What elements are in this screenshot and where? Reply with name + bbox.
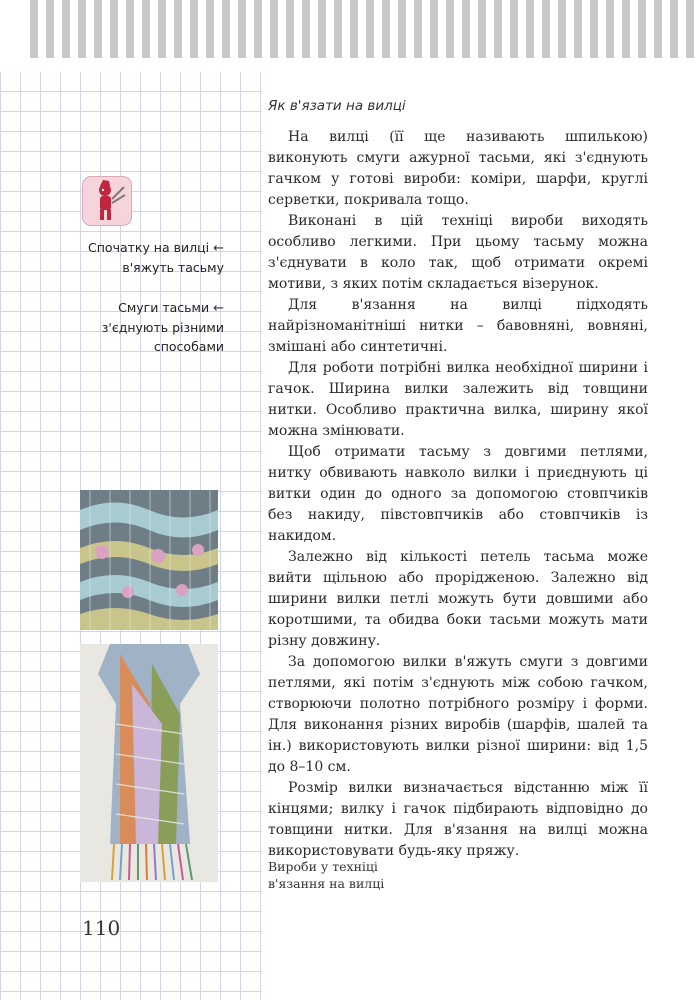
arrow-left-icon: ← [213, 241, 224, 256]
side-note-1-line1: Спочатку на вилці [88, 240, 210, 255]
knitting-mascot-icon [82, 176, 132, 226]
paragraph-8: Розмір вилки визначається відстанню між її кінцями; вилку і гачок підбирають відповідно до товщини нитки. Для в'язання на вилці можна використовувати будь-яку пряжу. [268, 780, 648, 859]
knitted-scarf-photo [80, 644, 218, 882]
paragraph-3: Для в'язання на вилці підходять найрізноманітніші нитки – бавовняні, вовняні, змішані або синтетичні. [268, 297, 648, 355]
side-note-1-line2: в'яжуть тасьму [122, 260, 224, 275]
paragraph-1: На вилці (її ще називають шпилькою) виконують смуги ажурної тасьми, які з'єднують гачком у готові вироби: коміри, шарфи, круглі серветки, покривала тощо. [268, 129, 648, 208]
caption-line1: Вироби у техніці [268, 859, 378, 874]
side-note-2 [102, 298, 224, 356]
caption-line2: в'язання на вилці [268, 876, 385, 891]
paragraph-5: Щоб отримати тасьму з довгими петлями, нитку обвивають навколо вилки і приєднують ці витки один до одного за допомогою стовпчиків без накиду, півстовпчиків або стовпчиків із накидом. [268, 444, 648, 544]
article-heading: Як в'язати на вилці [268, 98, 406, 114]
photo-caption [268, 858, 468, 892]
decorative-stripes [30, 0, 700, 58]
article [268, 96, 648, 862]
side-note-1 [88, 238, 224, 277]
page-number: 110 [82, 916, 121, 940]
paragraph-6: Залежно від кількості петель тасьма може вийти щільною або прорідженою. Залежно від ширини вилки петлі можуть бути довшими або коротшими, та обидва боки тасьми можуть мати різну довжину. [268, 549, 648, 649]
paragraph-2: Виконані в цій техніці вироби виходять особливо легкими. При цьому тасьму можна з'єднувати в коло так, щоб отримати окремі мотиви, з яких потім складається візерунок. [268, 213, 648, 292]
paragraph-7: За допомогою вилки в'яжуть смуги з довгими петлями, які потім з'єднують між собою гачком, створюючи полотно потрібного розміру і форми. Для виконання різних виробів (шарфів, шалей та ін.) використовують вилки різної ширини: від 1,5 до 8–10 см. [268, 654, 648, 775]
lace-tape-photo [80, 490, 218, 630]
side-note-2-line3: способами [153, 339, 224, 354]
side-note-2-line1: Смуги тасьми [118, 300, 210, 315]
paragraph-4: Для роботи потрібні вилка необхідної ширини і гачок. Ширина вилки залежить від товщини нитки. Особливо практична вилка, ширину якої можна змінювати. [268, 360, 648, 439]
arrow-left-icon: ← [213, 301, 224, 316]
side-note-2-line2: з'єднують різними [101, 320, 224, 335]
